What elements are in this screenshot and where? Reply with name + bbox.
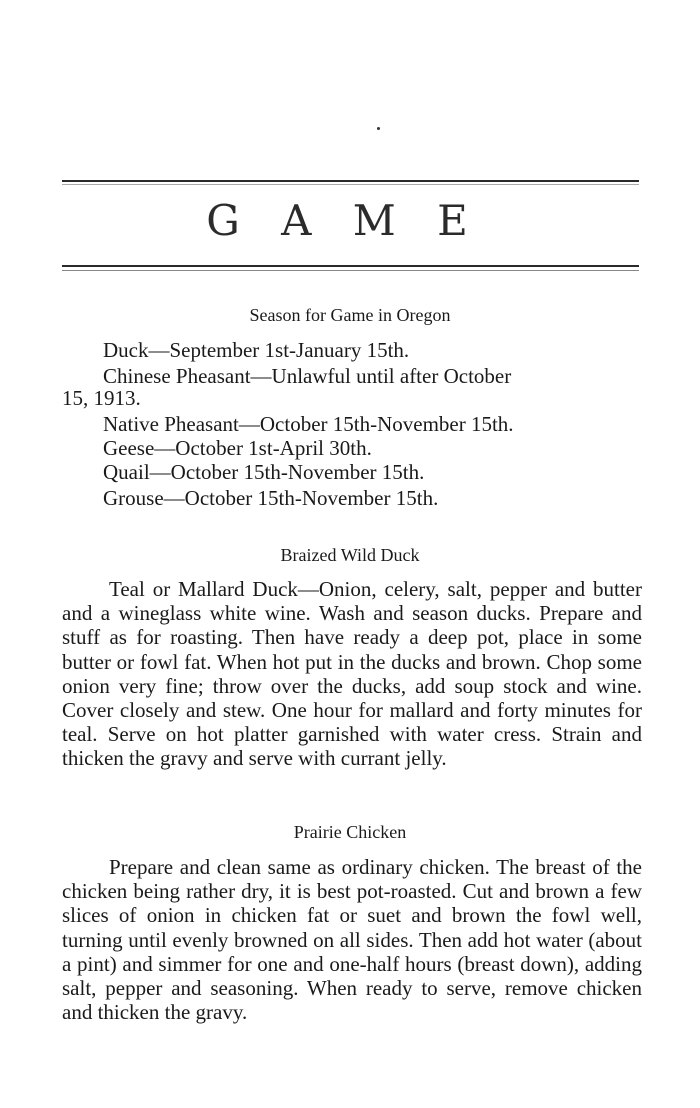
recipe-body-braized-wild-duck <box>62 577 642 771</box>
top-rule-thin <box>62 184 639 185</box>
recipe-paragraph: Teal or Mallard Duck—Onion, celery, salt, pepper and butter and a wineglass white wine. Wash and season ducks. Prepare and stuff as for roasting. Then have ready a deep pot, place in some butter or fowl fat. When hot put in the ducks and brown. Chop some onion very fine; throw over the ducks, add soup stock and wine. Cover closely and stew. One hour for mallard and forty minutes for teal. Serve on hot platter garnished with water cress. Strain and thicken the gravy and serve with currant jelly. <box>62 577 642 771</box>
season-entry-duck: Duck—September 1st-January 15th. <box>103 338 410 362</box>
season-entry-chinese-pheasant: Chinese Pheasant—Unlawful until after October <box>103 364 512 388</box>
season-entry-geese: Geese—October 1st-April 30th. <box>103 436 372 460</box>
chapter-title: G A M E <box>206 196 482 245</box>
recipe-body-prairie-chicken <box>62 855 642 1024</box>
season-entry-grouse: Grouse—October 15th-November 15th. <box>103 486 439 510</box>
season-entry-native-pheasant: Native Pheasant—October 15th-November 15th. <box>103 412 514 436</box>
bottom-rule <box>62 265 639 267</box>
season-entry-chinese-pheasant-cont: 15, 1913. <box>62 386 141 410</box>
top-rule <box>62 180 639 182</box>
recipe-title-braized-wild-duck: Braized Wild Duck <box>280 545 420 565</box>
bottom-rule-thin <box>62 270 639 271</box>
page-mark-dot <box>377 127 380 130</box>
recipe-paragraph: Prepare and clean same as ordinary chicken. The breast of the chicken being rather dry, it is best pot-roasted. Cut and brown a few slices of onion in chicken fat or suet and brown the fowl well, turning until evenly browned on all sides. Then add hot water (about a pint) and simmer for one and one-half hours (breast down), adding salt, pepper and seasoning. When ready to serve, remove chicken and thicken the gravy. <box>62 855 642 1025</box>
season-heading: Season for Game in Oregon <box>249 305 451 325</box>
season-entry-quail: Quail—October 15th-November 15th. <box>103 460 425 484</box>
recipe-title-prairie-chicken: Prairie Chicken <box>293 822 407 842</box>
